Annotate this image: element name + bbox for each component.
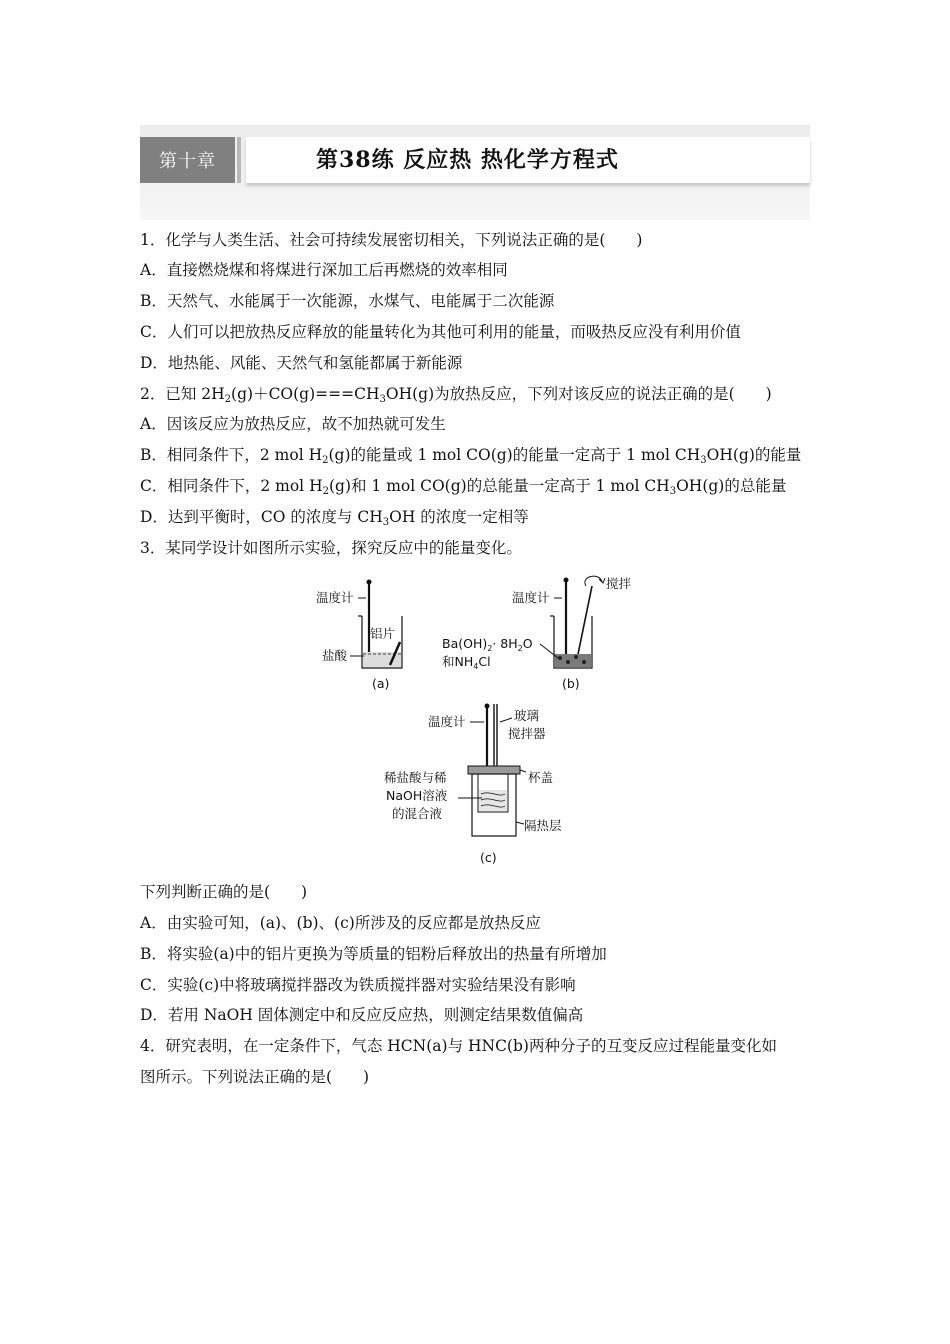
q3-option-d: D．若用 NaOH 固体测定中和反应反应热，则测定结果数值偏高 — [140, 1006, 584, 1024]
q1-option-c: C．人们可以把放热反应释放的能量转化为其他可利用的能量，而吸热反应没有利用价值 — [140, 323, 741, 341]
q1-option-b: B．天然气、水能属于一次能源，水煤气、电能属于二次能源 — [140, 292, 555, 310]
q3-option-c: C．实验(c)中将玻璃搅拌器改为铁质搅拌器对实验结果没有影响 — [140, 976, 576, 994]
b-reagent-line2: 和$NH_4Cl$ — [442, 654, 491, 671]
b-caption: (b) — [562, 676, 580, 691]
q1-option-d: D．地热能、风能、天然气和氢能都属于新能源 — [140, 354, 463, 372]
q1-option-a: A．直接燃烧煤和将煤进行深加工后再燃烧的效率相同 — [140, 261, 508, 279]
q2-option-d: D．达到平衡时，CO 的浓度与 $CH_3OH$ 的浓度一定相等 — [140, 508, 529, 528]
c-mixture-label-1: 稀盐酸与稀 — [384, 770, 447, 785]
q3-option-b: B．将实验(a)中的铝片更换为等质量的铝粉后释放出的热量有所增加 — [140, 945, 607, 963]
q3-stem: 3．某同学设计如图所示实验，探究反应中的能量变化。 — [140, 539, 522, 557]
b-stir-label: 搅拌 — [606, 576, 632, 591]
q2-option-b: B．相同条件下，2 mol $H_2(g)$的能量或 1 mol CO(g)的能量一定高于 1 mol $CH_3OH(g)$的能量 — [140, 446, 802, 466]
apparatus-a — [316, 580, 402, 692]
q1-stem: 1．化学与人类生活、社会可持续发展密切相关，下列说法正确的是( ) — [140, 231, 643, 249]
chapter-label: 第十章 — [140, 137, 235, 183]
b-reagent-line1: $Ba(OH)_2\cdot 8H_2O$ — [442, 636, 533, 653]
b-solid-mixture — [555, 654, 591, 667]
a-thermometer-label: 温度计 — [316, 590, 354, 605]
title-box — [246, 137, 810, 183]
q2-option-a: A．因该反应为放热反应，故不加热就可发生 — [140, 415, 446, 433]
q3-option-a: A．由实验可知，(a)、(b)、(c)所涉及的反应都是放热反应 — [140, 914, 541, 932]
b-glass-rod — [576, 586, 592, 664]
experiment-figure — [300, 572, 660, 872]
c-mixture-label-3: 的混合液 — [392, 806, 443, 821]
apparatus-b — [442, 576, 632, 691]
c-thermometer-label: 温度计 — [428, 714, 466, 729]
chapter-banner — [140, 125, 810, 220]
q4-line2: 图所示。下列说法正确的是( ) — [140, 1068, 370, 1086]
q4-line1: 4．研究表明，在一定条件下，气态 HCN(a)与 HNC(b)两种分子的互变反应过程能量变化如 — [140, 1037, 777, 1055]
c-mixture-label-2: NaOH溶液 — [386, 788, 448, 803]
a-acid-label: 盐酸 — [322, 648, 348, 663]
apparatus-c — [384, 704, 562, 866]
c-stirrer-label-1: 玻璃 — [514, 708, 540, 723]
c-insulation-label: 隔热层 — [524, 818, 562, 833]
q2-option-c: C．相同条件下，2 mol $H_2(g)$和 1 mol CO(g)的总能量一定高于 1 mol $CH_3OH(g)$的总能量 — [140, 477, 787, 497]
q3-judge: 下列判断正确的是( ) — [140, 883, 308, 901]
b-thermometer-label: 温度计 — [512, 590, 550, 605]
c-caption: (c) — [480, 850, 497, 865]
q2-stem: 2．已知 $2H_2(g)+CO(g)===CH_3OH(g)$为放热反应，下列对该反应的说法正确的是( ) — [140, 385, 772, 405]
page-title: 第38练 反应热 热化学方程式 — [316, 147, 619, 173]
a-caption: (a) — [372, 676, 390, 691]
c-lid-label: 杯盖 — [528, 770, 554, 785]
a-al-label: 铝片 — [370, 626, 396, 641]
c-lid — [468, 766, 520, 774]
c-stirrer-label-2: 搅拌器 — [508, 726, 546, 741]
